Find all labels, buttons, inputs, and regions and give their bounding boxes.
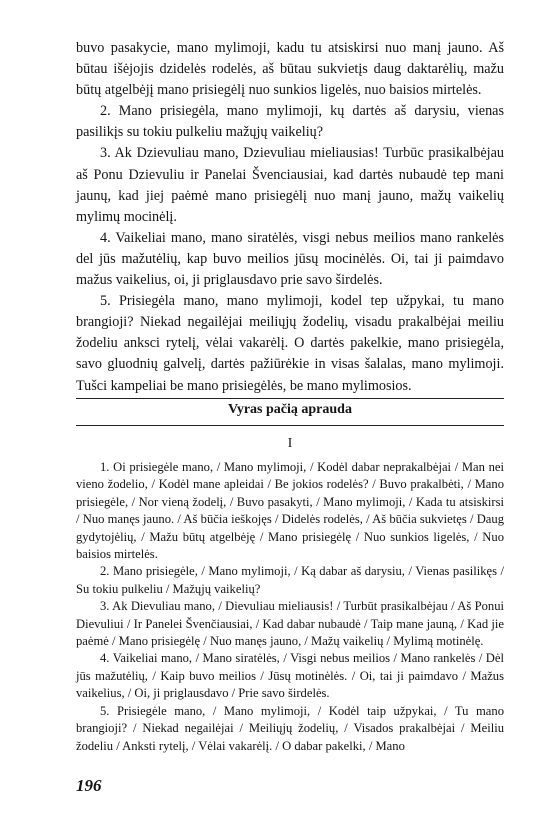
page-number: 196 (76, 776, 102, 795)
section-number: I (287, 435, 293, 450)
section-rule-top (76, 398, 504, 399)
paragraph-continuation: buvo pasakycie, mano mylimoji, kadu tu atsiskirsi nuo manį jauno. Aš būtau išėjojis dzidelės rodelės, aš būtau sukvietįs daug daktarėlių, mažu būtų atgelbėjį mano prisiegėlį nuo sunkios ligelės, nuo baisios mirtelės. (76, 40, 504, 99)
standard-text-block (76, 459, 504, 755)
verse-paragraph-4: 4. Vaikeliai mano, / Mano siratėlės, / Visgi nebus meilios / Mano rankelės / Dėl jūs mažutėlių, / Kaip buvo meilios / Jūsų motinėlės. / Oi, tai ji paimdavo / Mažus vaikelius, / Oi, ji priglausdavo / Prie savo širdelės. (76, 651, 504, 701)
section-rule-bottom (76, 425, 504, 426)
paragraph-3: 3. Ak Dzievuliau mano, Dzievuliau mieliausias! Turbūc prasikalbėjau aš Ponu Dzievuliu ir Panelai Švenciausiai, kad dartės nubaudė tep mani jaunų, kad jiej paėmė mano prisiegėlį nuo manį jauno, mažų vaikelių mylimų mocinėlį. (76, 145, 504, 225)
section-heading: Vyras pačią aprauda (228, 402, 352, 417)
paragraph-2: 2. Mano prisiegėla, mano mylimoji, kų dartės aš darysiu, vienas pasilikįs su tokiu pulkeliu mažųjų vaikelių? (76, 103, 504, 141)
paragraph-5: 5. Prisiegėla mano, mano mylimoji, kodel tep užpykai, tu mano brangioji? Niekad negailėjai meiliųjų žodelių, visadu prakalbėjai meiliu žodeliu anksci rytelį, vėlai vakarėlį. O dartės pakelkie, mano prisiegėla, savo gluodnių galvelį, dartės pažiūrėkie in visas šalalas, mano mylimoji. Tušci kampeliai be mano prisiegėlės, be mano mylimosios. (76, 293, 504, 394)
paragraph-4: 4. Vaikeliai mano, mano siratėlės, visgi nebus meilios mano rankelės del jūs mažutėlių, kap buvo meilios jūsų mocinėlės. Oi, tai ji paimdavo mažus vaikelius, oi, ji priglausdavo prie savo širdelės. (76, 229, 504, 289)
verse-paragraph-5: 5. Prisiegėle mano, / Mano mylimoji, / Kodėl taip užpykai, / Tu mano brangioji? / Niekad negailėjai / Meiliųjų žodelių, / Visados prakalbėjai / Meiliu žodeliu / Anksti rytelį, / Vėlai vakarėlį. / O dabar pakelki, / Mano (76, 703, 504, 753)
verse-paragraph-1: 1. Oi prisiegėle mano, / Mano mylimoji, / Kodėl dabar neprakalbėjai / Man nei vieno žodelio, / Kodėl mane apleidai / Be jokios rodelės? / Buvo prakalbėti, / Mano prisiegėle, / Nor vieną žodelį, / Buvo pasakyti, / Mano mylimoji, / Kada tu atsiskirsi / Nuo manęs jauno. / Aš būčia ieškojęs / Didelės rodelės, / Aš būčia sukvietęs / Daug gydytojėlių, / Mažu būtų atgelbėję / Mano prisiegėlę / Nuo sunkios ligelės, / Nuo baisios mirtelės. (76, 460, 504, 562)
verse-paragraph-2: 2. Mano prisiegėle, / Mano mylimoji, / Ką dabar aš darysiu, / Vienas pasilikęs / Su tokiu pulkeliu / Mažųjų vaikelių? (76, 564, 504, 596)
verse-paragraph-3: 3. Ak Dievuliau mano, / Dievuliau mieliausis! / Turbūt prasikalbėjau / Aš Ponui Dievuliui / Ir Panelei Švenčiausiai, / Kad dabar nubaudė / Taip mane jauną, / Kad jie paėmė / Mano prisiegėlę / Nuo manęs jauno, / Mažų vaikelių / Mylimą motinėlę. (76, 599, 504, 649)
dialect-text-block (76, 38, 504, 397)
